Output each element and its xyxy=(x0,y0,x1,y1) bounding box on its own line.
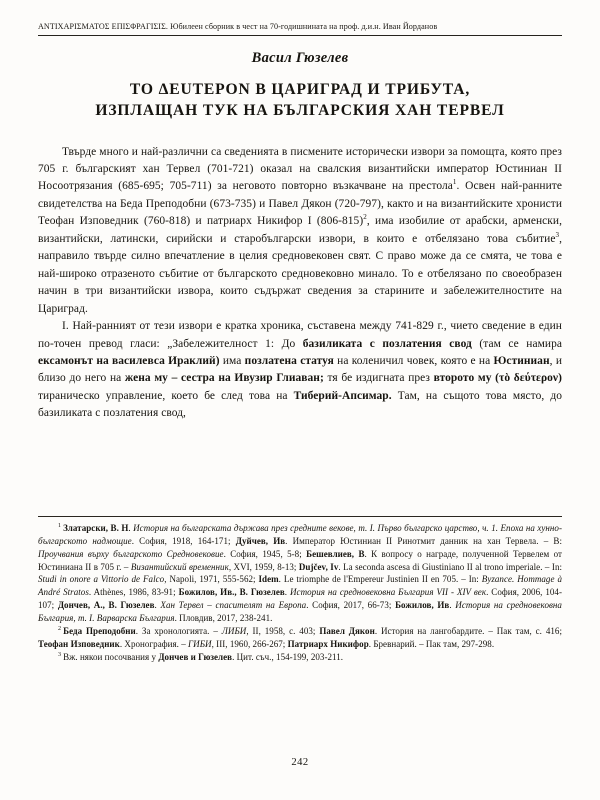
para2-bold-5: жена му – сестра на Ивузир Глиаван; xyxy=(124,372,324,385)
para2-seg-6: тя бе издигната през xyxy=(323,372,434,385)
footnote-run: . София, 1918, 164-171; xyxy=(131,535,236,546)
para2-bold-1: базиликата с позлатения свод xyxy=(302,337,472,350)
footnote-run: . xyxy=(449,600,456,611)
footnote-run: . Athènes, 1986, 83-91; xyxy=(88,587,179,598)
footnote-run: Dujčev, Iv xyxy=(298,561,339,572)
footnote-run: . Хронография. – xyxy=(119,638,189,649)
footnote-run: Idem xyxy=(258,574,279,585)
footnote-run: . xyxy=(128,523,134,533)
body-text xyxy=(38,144,562,423)
footnote-run: . Бревнарий. – Пак там, 297-298. xyxy=(368,638,495,649)
footnote-run: , II, 1958, с. 403; xyxy=(246,625,320,636)
footnote-run: . История на лангобардите. – Пак там, с. 416; xyxy=(374,625,562,636)
para2-bold-2: ексамонът на василевса Ираклий) xyxy=(38,355,220,368)
footnote-ref-1[interactable]: 1 xyxy=(452,178,457,187)
page-content xyxy=(38,22,562,423)
footnote-run: . Пловдив, 2017, 238-241. xyxy=(174,613,273,624)
header-divider xyxy=(38,35,562,36)
footnote-run: История на българската държава през средните векове, т. I. Първо българско царство, ч. 1. Епоха на хунно-българското надмощие xyxy=(38,523,562,546)
para2-seg-3: има xyxy=(219,355,245,368)
para2-bold-7: Тиберий-Апсимар. xyxy=(293,389,392,402)
footnote-run: Византийский временник xyxy=(130,561,229,572)
footnote-divider xyxy=(38,516,562,517)
footnote-run: Теофан Изповедник xyxy=(38,638,120,649)
footnote-run: , III, 1960, 266-267; xyxy=(211,638,288,649)
footnote-run: . София, 2017, 66-73; xyxy=(306,600,396,611)
footnote-run: . София, 2006, 104-107; xyxy=(38,587,562,611)
article-title xyxy=(38,80,562,121)
footnote-run: . La seconda ascesa di Giustiniano II al trono imperiale. – In: xyxy=(338,561,563,572)
footnote-run: Хан Тервел – спасителят на Европа xyxy=(160,600,307,611)
para2-bold-6: второто му (τὸ δεύτερον) xyxy=(433,372,562,385)
footnote-run: Божилов, Ив., В. Гюзелев xyxy=(178,587,285,598)
article-title-line-2: ИЗПЛАЩАН ТУК НА БЪЛГАРСКИЯ ХАН ТЕРВЕЛ xyxy=(95,101,505,119)
para2-seg-2: (там се намира xyxy=(471,337,562,350)
footnote-run: Дончев и Гюзелев xyxy=(158,651,233,662)
para1-seg-2: . Освен най-ранните свидетелства на Беда Преподобни (673-735) и Павел Дякон (720-797), както и на византийските хронисти Теофан Изповедник (760-818) и патриарх Никифор I (806-815) xyxy=(38,180,562,228)
footnote-ref-3[interactable]: 3 xyxy=(555,231,560,240)
footnote-run: Божилов, Ив xyxy=(395,600,450,611)
footnote-run: Павел Дякон xyxy=(319,625,375,636)
footnote-marker: 2 xyxy=(58,625,62,632)
para2-bold-4: Юстиниан xyxy=(493,355,550,368)
para2-seg-7: тираническо управление, което бе след това на xyxy=(38,389,294,402)
footnote-run: , XVI, 1959, 8-13; xyxy=(228,561,299,572)
footnote-run: ГИБИ xyxy=(188,638,212,649)
footnote-run: Studi in onore a Vittorio de Falco xyxy=(38,574,165,585)
para1-seg-4: , направило твърде силно впечатление в целия средновековен свят. С право може да се смята, че това е най-широко отразеното събитие от българското средновековно минало. То е отбелязано по своеобразен начин в три византийски извора, които съдържат сведения за старините и забележителностите на Цариград. xyxy=(38,232,562,315)
footnote-run: Вж. някои посочвания у xyxy=(63,651,159,662)
article-title-line-1: ТО ΔΕUΤΕΡΟΝ В ЦАРИГРАД И ТРИБУТА, xyxy=(129,81,471,99)
paragraph-2 xyxy=(38,318,562,423)
author-name: Васил Гюзелев xyxy=(251,50,349,67)
footnote-run: . xyxy=(154,600,161,611)
footnote-run: . К вопросу о награде, полученной Тервелем от Юстиниана II в 705 г. – xyxy=(38,548,562,572)
footnote-run: . София, 1945, 5-8; xyxy=(223,548,307,559)
para1-seg-3: , има изобилие от арабски, арменски, византийски, латински, сирийски и старобългарски извори, в които е отбелязано това събитие xyxy=(38,215,562,245)
running-head: ΑΝΤΙΧΑΡΙΣΜΑΤΟΣ ΕΠΙΣΦΡΑΓΙΣΙΣ. Юбилеен сборник в чест на 70-годишнината на проф. д.и.н. Иван Йорданов xyxy=(38,22,438,31)
para2-seg-4: на коленичил човек, която е на xyxy=(333,355,494,368)
footnote-run: Патриарх Никифор xyxy=(287,638,369,649)
para1-seg-1: Твърде много и най-различни са сведенията в писмените исторически извори за помощта, която през 705 г. българският хан Тервел (701-721) оказал на свалския византийски император Юстиниан II Носоотрязания (685-695; 705-711) за неговото повторно възкачване на престола xyxy=(38,145,562,193)
footnote-run: История на средновековна България, т. I. Варварска България xyxy=(38,600,562,624)
footnote-item xyxy=(38,522,562,625)
para2-seg-1: I. Най-ранният от тези извори е кратка хроника, съставена между 741-829 г., чието сведение в един по-точен превод гласи: „Забележителност 1: До xyxy=(38,320,562,350)
para2-seg-8: Там, на същото това място, до базиликата с позлатения свод, xyxy=(38,389,563,420)
footnote-run: . За хронологията. – xyxy=(135,625,222,636)
footnote-list xyxy=(38,522,562,663)
paragraph-1 xyxy=(38,144,562,319)
footnote-run: Златарски, В. Н xyxy=(63,523,129,533)
footnote-run: Дуйчев, Ив xyxy=(235,535,286,546)
footnote-run: , Napoli, 1971, 555-562; xyxy=(164,574,259,585)
footnote-block xyxy=(38,516,562,663)
footnote-run: Дончев, А., В. Гюзелев xyxy=(57,600,155,611)
footnote-run: Byzance. Hommage à André Stratos xyxy=(38,574,562,598)
footnote-run: . xyxy=(284,587,291,598)
footnote-run: Беда Преподобни xyxy=(63,625,136,636)
footnote-item xyxy=(38,651,562,664)
page-number: 242 xyxy=(291,757,309,768)
footnote-run: . Император Юстиниан II Ринотмит данник на хан Тервела. – В: xyxy=(285,535,562,546)
footnote-marker: 1 xyxy=(58,523,62,529)
para2-seg-5: , и близо до него на xyxy=(38,355,562,385)
footnote-run: . Цит. съч., 154-199, 203-211. xyxy=(232,651,344,662)
footnote-run: ЛИБИ xyxy=(221,625,247,636)
footnote-marker: 3 xyxy=(58,651,62,658)
footnote-run: . Le triomphe de l'Empereur Justinien II en 705. – In: xyxy=(278,574,482,585)
footnote-run: История на средновековна България VII - XIV век xyxy=(290,587,487,598)
footnote-item xyxy=(38,625,562,651)
para2-bold-3: позлатена статуя xyxy=(244,355,334,368)
footnote-run: Бешевлиев, В xyxy=(306,548,365,559)
footnote-run: Проучвания върху българското Средновековие xyxy=(38,548,224,559)
footnote-ref-2[interactable]: 2 xyxy=(363,213,367,222)
